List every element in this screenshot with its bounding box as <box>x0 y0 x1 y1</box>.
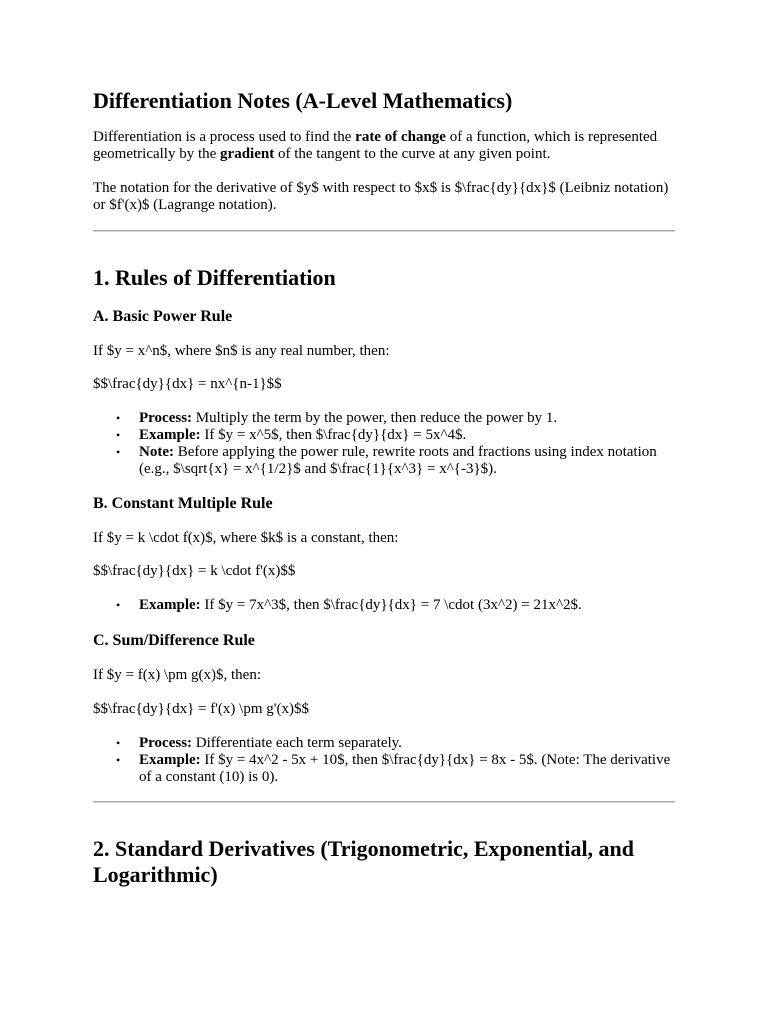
list-item <box>116 410 675 427</box>
list-item-text: Before applying the power rule, rewrite roots and fractions using index notation (e.g., $\sqrt{x} = x^{1/2}$ and $\frac{1}{x^3} = x^{-3}$). <box>139 444 657 477</box>
constant-rule-list <box>93 597 675 614</box>
list-item-label: Process: <box>139 735 193 751</box>
bullet-icon: • <box>116 598 121 612</box>
power-rule-formula: $$\frac{dy}{dx} = nx^{n-1}$$ <box>93 376 282 392</box>
power-rule-statement: If $y = x^n$, where $n$ is any real number, then: <box>93 343 390 359</box>
bullet-icon: • <box>116 411 121 425</box>
section-1-heading: 1. Rules of Differentiation <box>93 265 336 290</box>
list-item-label: Process: <box>139 410 193 426</box>
sum-rule-statement: If $y = f(x) \pm g(x)$, then: <box>93 667 262 683</box>
list-item <box>116 752 675 786</box>
intro-text: of a function, which is represented geometrically by the <box>93 129 658 162</box>
list-item <box>116 444 675 478</box>
sum-rule-formula: $$\frac{dy}{dx} = f'(x) \pm g'(x)$$ <box>93 701 309 717</box>
subsection-a-heading: A. Basic Power Rule <box>93 308 233 325</box>
list-item-text: If $y = x^5$, then $\frac{dy}{dx} = 5x^4$. <box>200 427 467 443</box>
divider <box>93 230 675 232</box>
power-rule-list <box>93 410 675 478</box>
subsection-c-heading: C. Sum/Difference Rule <box>93 632 255 649</box>
page-title: Differentiation Notes (A-Level Mathematics) <box>93 88 513 113</box>
intro-text: of the tangent to the curve at any given point. <box>274 146 551 162</box>
list-item-label: Example: <box>139 597 201 613</box>
bullet-icon: • <box>116 428 121 442</box>
section-2-heading: 2. Standard Derivatives (Trigonometric, Exponential, and Logarithmic) <box>93 836 635 887</box>
constant-rule-statement: If $y = k \cdot f(x)$, where $k$ is a constant, then: <box>93 530 399 546</box>
constant-rule-formula: $$\frac{dy}{dx} = k \cdot f'(x)$$ <box>93 563 296 579</box>
bullet-icon: • <box>116 445 121 459</box>
bullet-icon: • <box>116 753 121 767</box>
list-item <box>116 427 675 444</box>
sum-rule-list <box>93 735 675 786</box>
list-item-label: Note: <box>139 444 174 460</box>
list-item <box>116 735 675 752</box>
list-item-text: Differentiate each term separately. <box>192 735 402 751</box>
list-item-text: If $y = 4x^2 - 5x + 10$, then $\frac{dy}{dx} = 8x - 5$. (Note: The derivative of a constant (10) is 0). <box>139 752 671 785</box>
list-item <box>116 597 675 614</box>
list-item-label: Example: <box>139 427 201 443</box>
subsection-b-heading: B. Constant Multiple Rule <box>93 495 273 512</box>
list-item-text: Multiply the term by the power, then reduce the power by 1. <box>192 410 558 426</box>
intro-paragraph-1 <box>93 129 675 163</box>
divider <box>93 801 675 803</box>
intro-paragraph-2: The notation for the derivative of $y$ with respect to $x$ is $\frac{dy}{dx}$ (Leibniz notation) or $f'(x)$ (Lagrange notation). <box>93 180 669 213</box>
list-item-text: If $y = 7x^3$, then $\frac{dy}{dx} = 7 \cdot (3x^2) = 21x^2$. <box>200 597 582 613</box>
intro-bold-gradient: gradient <box>220 146 275 162</box>
intro-text: Differentiation is a process used to find the <box>93 129 356 145</box>
list-item-label: Example: <box>139 752 201 768</box>
bullet-icon: • <box>116 736 121 750</box>
intro-bold-rate-of-change: rate of change <box>355 129 446 145</box>
